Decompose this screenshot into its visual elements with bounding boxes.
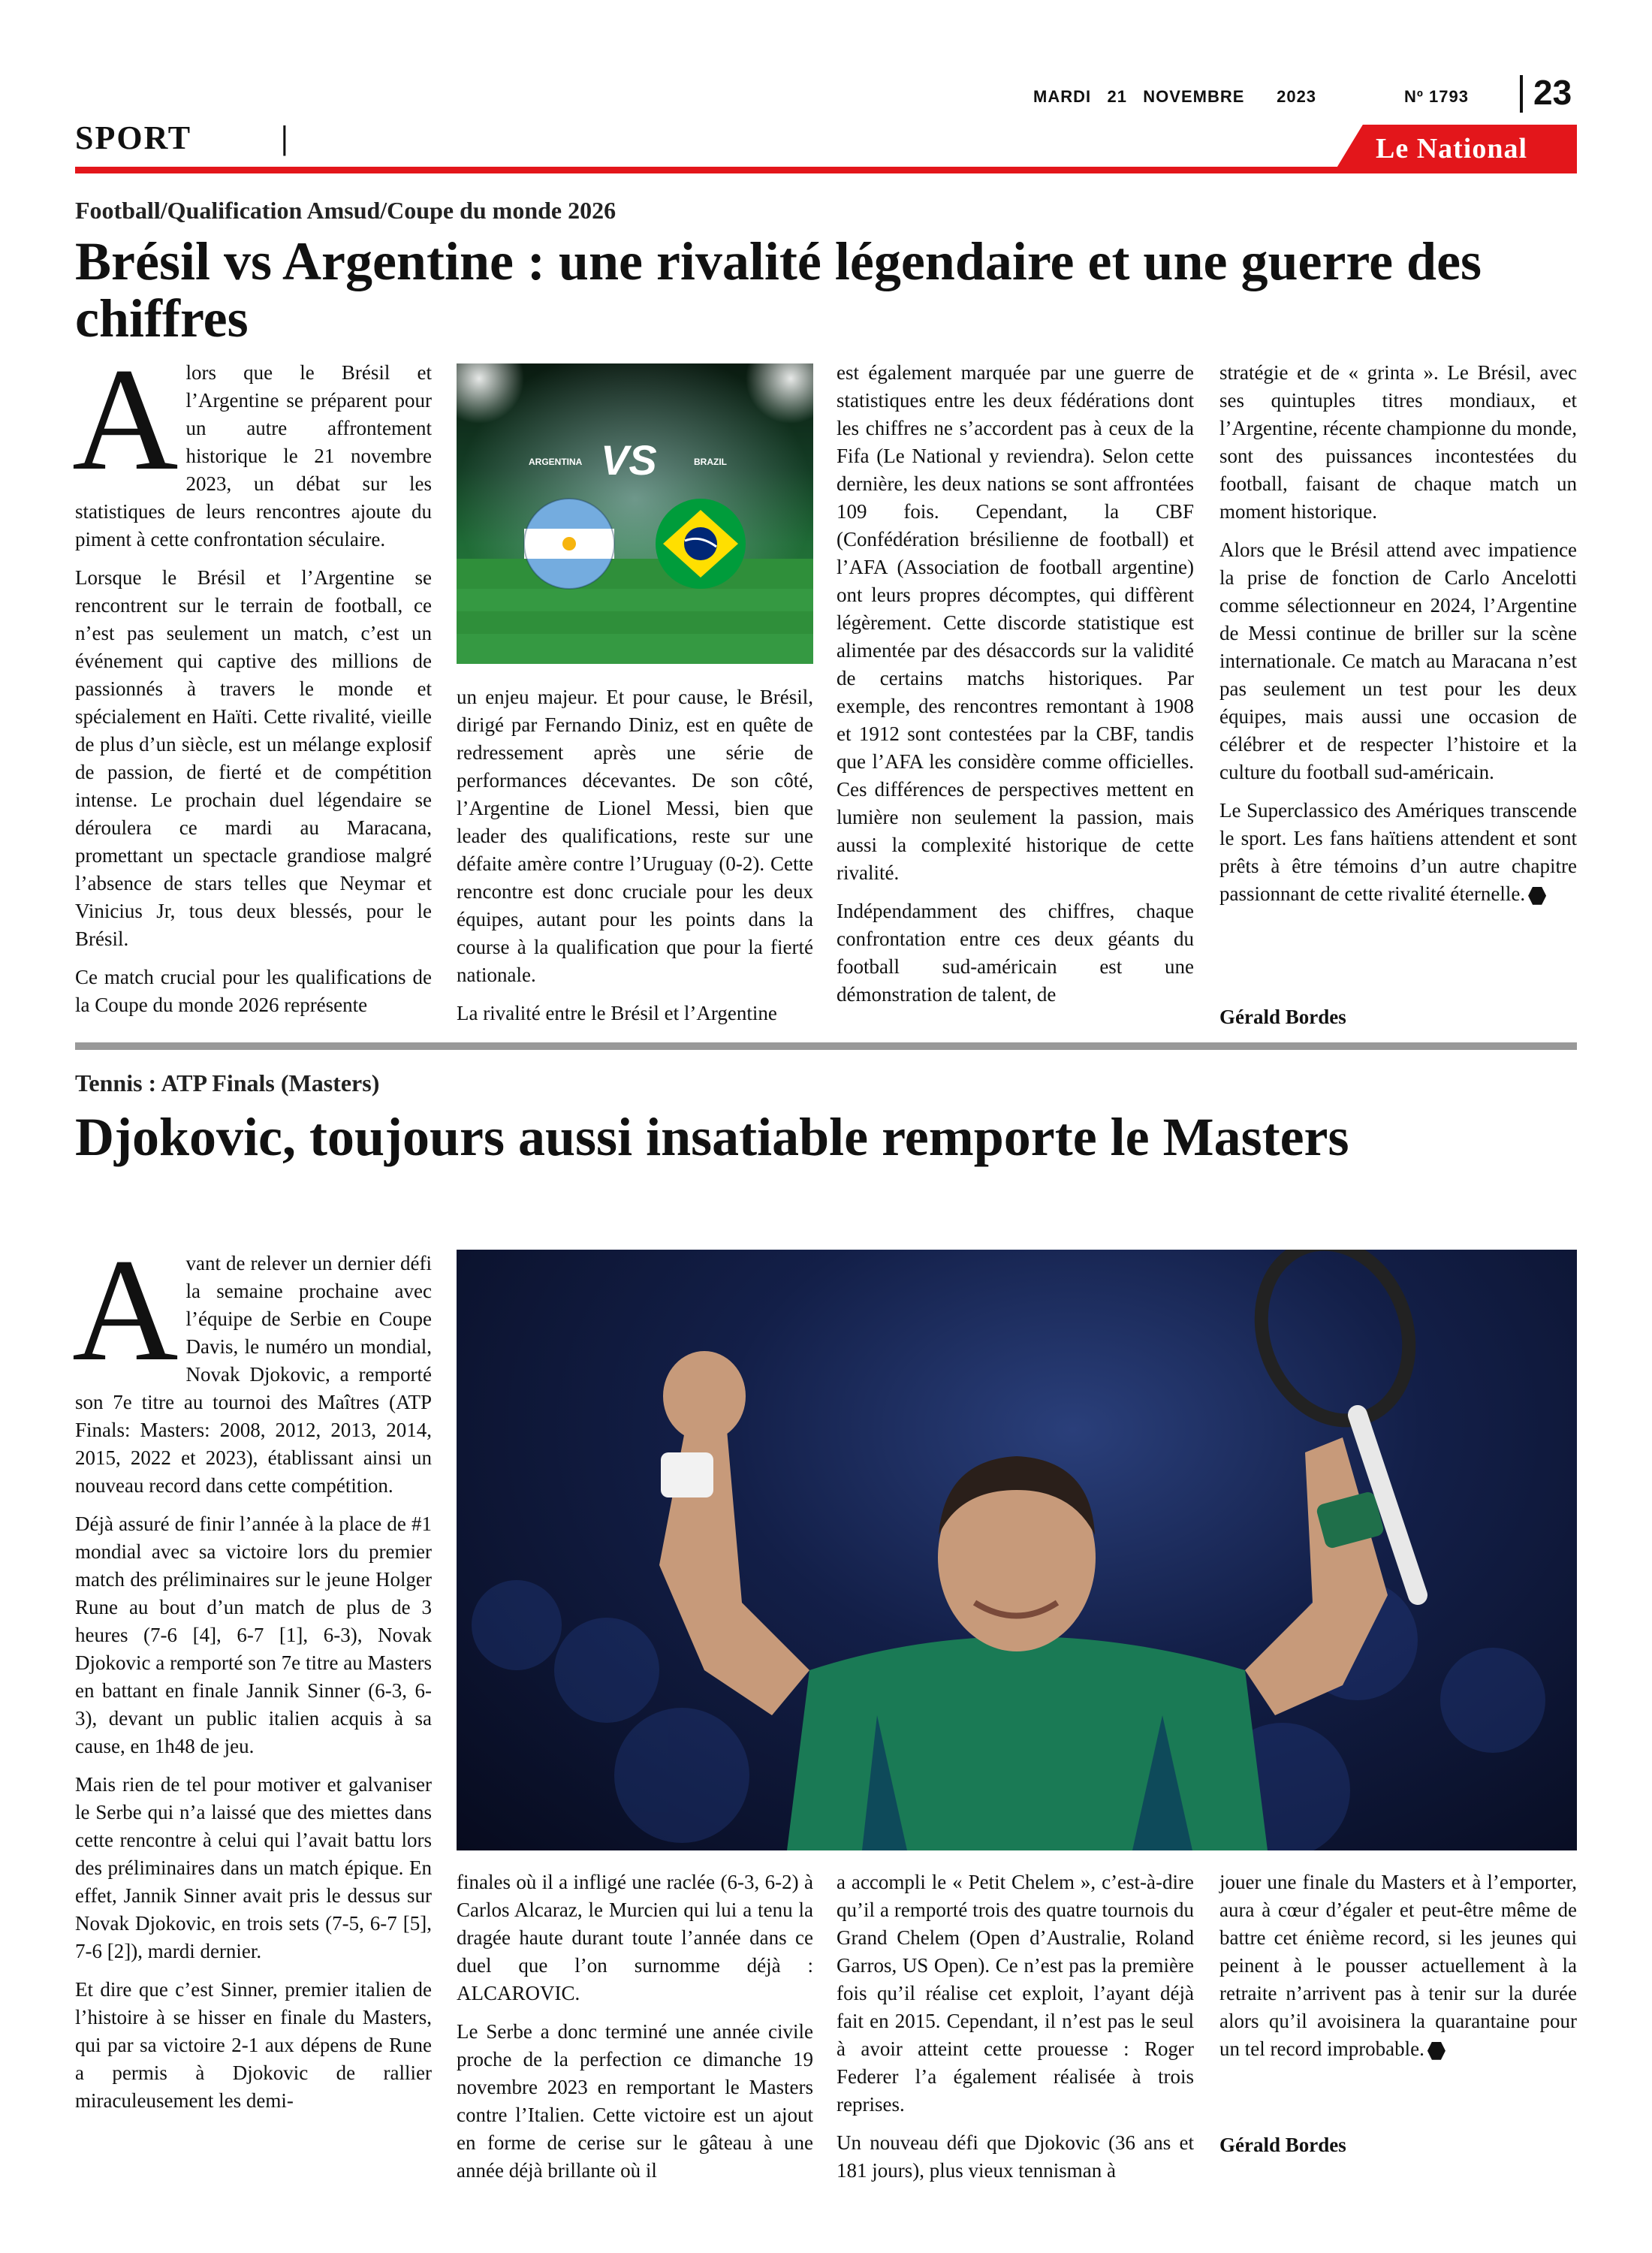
article2-para6: Le Serbe a donc terminé une année civile proche de la perfection ce dimanche 19 novembre 2023 en remportant le Masters contre l’Italien. Cette victoire est un ajout en forme de cerise sur le gâteau à une année déjà brillante où il bbox=[457, 2020, 813, 2182]
article1-para5: La rivalité entre le Brésil et l’Argentine bbox=[457, 1002, 777, 1024]
djokovic-photo bbox=[457, 1250, 1577, 1850]
article2-para2: Déjà assuré de finir l’année à la place de #1 mondial avec sa victoire lors du premier match des préliminaires sur le jeune Holger Rune au bout d’un match de plus de 3 heures (7-6 [4], 6-7 [1], 6-3), Novak Djokovic a remporté son 7e titre au Masters en battant en finale Jannik Sinner (6-3, 6-3), devant un public italien acquis à sa cause, en 1h48 de jeu. bbox=[75, 1513, 432, 1757]
article2-drop-cap: A bbox=[72, 1229, 179, 1392]
article1-para3: Ce match crucial pour les qualifications de la Coupe du monde 2026 représente bbox=[75, 966, 432, 1016]
header-month: NOVEMBRE bbox=[1143, 87, 1245, 106]
argentina-vs-brazil-image bbox=[457, 363, 813, 664]
article1-para2: Lorsque le Brésil et l’Argentine se rencontrent sur le terrain de football, ce n’est pas seulement un match, c’est un événement qui captive des millions de passionnés à travers le monde et spécialement en Haïti. Cette rivalité, vieille de plus d’un siècle, est un mélange explosif de passion, de fierté et de compétition intense. Le prochain duel légendaire se déroulera ce mardi au Maracana, promettant un spectacle grandiose malgré l’absence de stars telles que Neymar et Vinicius Jr, tous deux blessés, pour le Brésil. bbox=[75, 566, 432, 950]
argentina-vs-brazil-illustration bbox=[457, 363, 813, 664]
article2-para1: Avant de relever un dernier défi la semaine prochaine avec l’équipe de Serbie en Coupe Davis, le numéro un mondial, Novak Djokovic, a remporté son 7e titre au tournoi des Maîtres (ATP Finals: Masters: 2008, 2012, 2013, 2014, 2015, 2022 et 2023), établissant ainsi un nouveau record dans cette compétition. bbox=[72, 1229, 432, 1497]
article2-headline: Djokovic, toujours aussi insatiable remporte le Masters bbox=[75, 1107, 1349, 1167]
article2-kicker: Tennis : ATP Finals (Masters) bbox=[75, 1069, 380, 1096]
article2-para4: Et dire que c’est Sinner, premier italien de l’histoire à se hisser en finale du Masters, qui par sa victoire 2-1 aux dépens de Rune a permis à Djokovic de rallier miraculeusement les demi- bbox=[75, 1978, 432, 2112]
article1-para4: un enjeu majeur. Et pour cause, le Brésil, dirigé par Fernando Diniz, est en quête de redressement après une série de performances décevantes. De son côté, l’Argentine de Lionel Messi, bien que leader des qualifications, reste sur une défaite amère contre l’Uruguay (0-2). Cette rencontre est donc cruciale pour les deux équipes, autant pour les points dans la course à la qualification que pour la fierté nationale. bbox=[457, 686, 813, 986]
article1-para7: Indépendamment des chiffres, chaque confrontation entre ces deux géants du football sud-américain est une démonstration de talent, de bbox=[837, 900, 1194, 1006]
header-day: MARDI bbox=[1033, 87, 1092, 106]
header-date-num: 21 bbox=[1107, 87, 1127, 106]
article2-col4 bbox=[1219, 1868, 1577, 2229]
section-divider bbox=[75, 1042, 1577, 1050]
image-label-vs: VS bbox=[601, 436, 657, 484]
article2-para3: Mais rien de tel pour motiver et galvaniser le Serbe qui n’a laissé que des miettes dans cette rencontre à celui qui l’avait battu lors des préliminaires dans un match épique. En effet, Jannik Sinner avait pris le dessus sur Novak Djokovic, en trois sets (7-5, 6-7 [5], 7-6 [2]), mardi dernier. bbox=[75, 1773, 432, 1962]
article1-col4 bbox=[1219, 359, 1577, 1027]
article1-kicker: Football/Qualification Amsud/Coupe du monde 2026 bbox=[75, 197, 616, 224]
article1-col1 bbox=[72, 338, 432, 1024]
page-number: 23 bbox=[1533, 73, 1572, 112]
article2-para9: jouer une finale du Masters et à l’emporter, aura à cœur d’égaler et peut-être même de battre cet énième record, si les jeunes qui peinent à le pousser actuellement à la retraite n’arrivent pas à tenir sur la durée alors qu’il avoisinera la quarantaine pour un tel record improbable. bbox=[1219, 1871, 1577, 2060]
article1-headline: Brésil vs Argentine : une rivalité légendaire et une guerre des chiffres bbox=[75, 231, 1482, 348]
article1-col3 bbox=[837, 359, 1194, 1027]
tennis-racket-icon bbox=[1237, 1250, 1433, 1441]
article2-col3 bbox=[837, 1868, 1194, 2229]
article2-para8: Un nouveau défi que Djokovic (36 ans et 181 jours), plus vieux tennisman à bbox=[837, 2131, 1194, 2182]
article1-para10: Le Superclassico des Amériques transcende le sport. Les fans haïtiens attendent et sont prêts à être témoins d’un autre chapitre passionnant de cette rivalité éternelle. bbox=[1219, 799, 1577, 905]
article1-para1: Alors que le Brésil et l’Argentine se préparent pour un autre affrontement historique le 21 novembre 2023, un débat sur les statistiques de leurs rencontres ajoute du piment à cette confrontation séculaire. bbox=[72, 338, 432, 550]
article1-para6: est également marquée par une guerre de statistiques entre les deux fédérations dont les chiffres ne s’accordent pas à ceux de la Fifa (Le National y reviendra). Selon cette dernière, les deux nations se sont affrontées 109 fois. Cependant, la CBF (Confédération brésilienne de football) et l’AFA (Association de football argentine) ont leurs propres décomptes, qui diffèrent légèrement. Cette discorde statistique est alimentée par des désaccords sur la validité de certains matchs historiques. Par exemple, des rencontres remontant à 1908 et 1912 sont contestées par la CBF, tandis que l’AFA les considère comme officielles. Ces différences de perspectives mettent en lumière non seulement la passion, mais aussi la complexité historique de cette rivalité. bbox=[837, 361, 1194, 884]
wristband-icon bbox=[661, 1452, 713, 1497]
page-number-divider bbox=[1520, 75, 1523, 113]
article2-col1 bbox=[72, 1229, 432, 2226]
article2-para5: finales où il a infligé une raclée (6-3, 6-2) à Carlos Alcaraz, le Murcien qui lui a tenu la dragée haute durant toute l’année dans ce duel que l’on surnomme déjà : ALCAROVIC. bbox=[457, 1871, 813, 2004]
section-title: SPORT bbox=[75, 119, 192, 156]
article2-col2 bbox=[457, 1868, 813, 2229]
end-of-article-icon bbox=[1427, 2042, 1446, 2060]
header-issue: Nº 1793 bbox=[1404, 87, 1469, 106]
brand-name: Le National bbox=[1376, 133, 1528, 164]
djokovic-celebration-illustration bbox=[457, 1250, 1577, 1850]
article1-para9: Alors que le Brésil attend avec impatience la prise de fonction de Carlo Ancelotti comme sélectionneur en 2024, l’Argentine de Messi continue de briller sur la scène internationale. Ce match au Maracana n’est pas seulement un test pour les deux équipes, mais aussi une occasion de célébrer et de respecter l’histoire et la culture du football sud-américain. bbox=[1219, 538, 1577, 783]
article1-para8: stratégie et de « grinta ». Le Brésil, avec ses quintuples titres mondiaux, et l’Argentine, récente championne du monde, sont des puissances incontestées du football, faisant de chaque match un moment historique. bbox=[1219, 361, 1577, 523]
end-of-article-icon bbox=[1528, 887, 1546, 905]
section-separator: | bbox=[281, 119, 290, 156]
image-label-argentina: ARGENTINA bbox=[529, 457, 583, 467]
header-date bbox=[1033, 87, 1349, 110]
article1-drop-cap: A bbox=[72, 338, 179, 501]
image-label-brazil: BRAZIL bbox=[694, 457, 727, 467]
header-year: 2023 bbox=[1277, 87, 1317, 106]
article2-para7: a accompli le « Petit Chelem », c’est-à-dire qu’il a remporté trois des quatre tournois du Grand Chelem (Open d’Australie, Roland Garros, US Open). Ce n’est pas la première fois qu’il réalise cet exploit, l’ayant déjà fait en 2015. Cependant, il n’est pas le seul à avoir atteint cette prouesse : Roger Federer l’a également réalisée à trois reprises. bbox=[837, 1871, 1194, 2116]
article2-author: Gérald Bordes bbox=[1219, 2134, 1346, 2156]
article1-author: Gérald Bordes bbox=[1219, 1006, 1346, 1028]
article1-col2 bbox=[457, 683, 813, 1029]
